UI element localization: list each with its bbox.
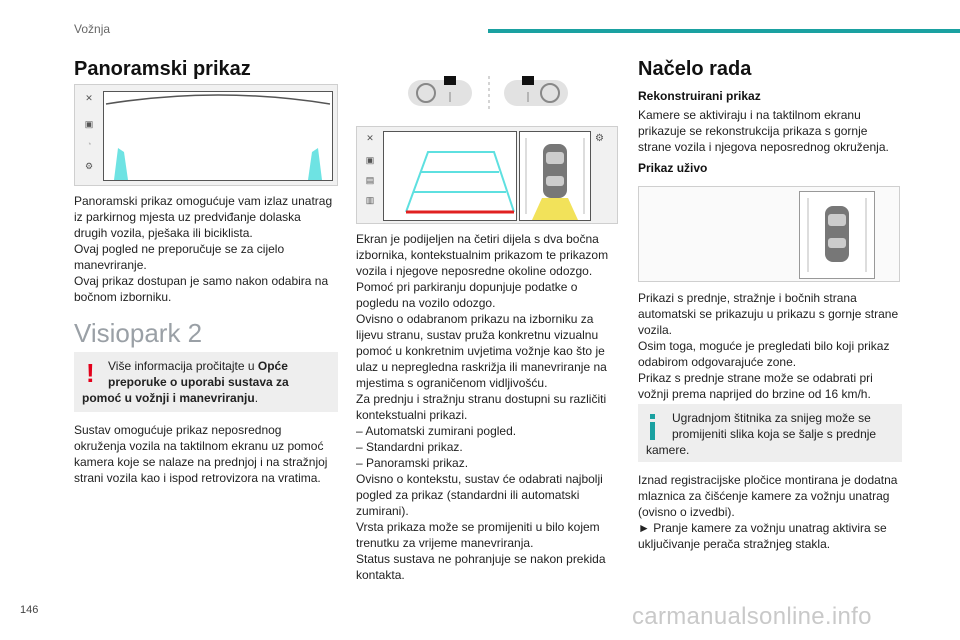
top-view-vehicle [520, 132, 590, 220]
panoramic-description: Panoramski prikaz omogućuje vam izlaz unatrag iz parkirnog mjesta uz predviđanje dolaska drugih vozila, pješaka ili biciklista. Ovaj pogled ne preporučuje se za cijelo manevriranje. Ovaj prikaz dostupan je samo nakon odabira na bočnom izborniku. [74, 194, 333, 304]
mirror-camera-diagram [404, 74, 574, 112]
rear-camera-guidelines [384, 132, 516, 220]
reconstructed-description: Kamere se aktiviraju i na taktilnom ekranu prikazuje se rekonstrukcija prikaza s gornje strane vozila i njegova neposrednog okruženja. [638, 108, 889, 154]
warning-icon: ! [86, 358, 95, 388]
camera-icon: ▣ [365, 155, 375, 165]
top-view-vehicle [800, 192, 874, 278]
live-description: Prikazi s prednje, stražnje i bočnih strana automatski se prikazuju u prikazu s gornje strane vozila. Osim toga, moguće je pregledati bilo koji prikaz odabirom odgovarajuće zone. Prikaz s prednje strane može se odabrati pri vožnji prema naprijed do brzine od 16 km/h. [638, 291, 899, 401]
subheading-reconstructed: Rekonstruirani prikaz [638, 89, 761, 103]
warning-notice: ! Više informacija pročitajte u Opće preporuke o uporabi sustava za pomoć u vožnji i manevriranju. [74, 352, 338, 412]
settings-icon: ⚙ [595, 133, 604, 144]
watermark: carmanualsonline.info [632, 603, 872, 630]
system-description: Sustav omogućuje prikaz neposrednog okruženja vozila na taktilnom ekranu uz pomoć kamera koje se nalaze na prednjoj i na stražnjoj strani vozila kao i ispod retrovizora na vratima. [74, 423, 328, 485]
washer-description: Iznad registracijske pločice montirana je dodatna mlaznica za čišćenje kamere za vožnju unatrag (ovisno o izvedbi). ► Pranje kamere za vožnju unatrag aktivira se uključivanje perača stražnjeg stakla. [638, 473, 898, 551]
settings-icon: ⚙ [84, 161, 94, 171]
live-view-illustration [638, 186, 900, 282]
camera-icon: ▣ [84, 119, 94, 129]
split-screen-illustration [356, 126, 618, 224]
info-icon [650, 414, 655, 419]
page-number: 146 [20, 604, 39, 616]
section-title-panoramic: Panoramski prikaz [74, 58, 251, 80]
close-icon: ✕ [85, 93, 93, 103]
camera-icon: ▥ [365, 195, 375, 205]
running-header: Vožnja [74, 22, 111, 36]
header-accent-bar [488, 29, 960, 33]
camera-icon: ▤ [365, 175, 375, 185]
info-notice: Ugradnjom štitnika za snijeg može se promijeniti slika koja se šalje s prednje kamere. [638, 404, 902, 462]
section-title-visiopark: Visiopark 2 [74, 318, 203, 348]
panoramic-guidelines [104, 92, 332, 180]
screen-description: Ekran je podijeljen na četiri dijela s dva bočna izbornika, kontekstualnim prikazom te prikazom vozila i njegove neposredne okoline odozgo. Pomoć pri parkiranju dopunjuje podatke o pogledu na vozilo odozgo. Ovisno o odabranom prikazu na izborniku za lijevu stranu, sustav pruža konkretnu vizualnu pomoć u konkretnim uvjetima vožnje kao što je ulaz u nepregledna raskrižja ili manevriranje na mjestima s ograničenom vidljivošću. Za prednju i stražnju stranu dostupni su različiti kontekstualni prikazi. – Automatski zumirani pogled. – Standardni prikaz. – Panoramski prikaz. Ovisno o kontekstu, sustav će odabrati najbolji pogled za prikaz (standardni ili automatski zumirani). Vrsta prikaza može se promijeniti u bilo kojem trenutku za vrijeme manevriranja. Status sustava ne pohranjuje se nakon prekida kontakta. [356, 232, 609, 582]
subheading-live: Prikaz uživo [638, 161, 708, 175]
close-icon: ✕ [366, 133, 374, 143]
panoramic-view-illustration [74, 84, 338, 186]
section-title-principle: Načelo rada [638, 58, 752, 80]
camera-icon: ◔ [86, 139, 92, 149]
